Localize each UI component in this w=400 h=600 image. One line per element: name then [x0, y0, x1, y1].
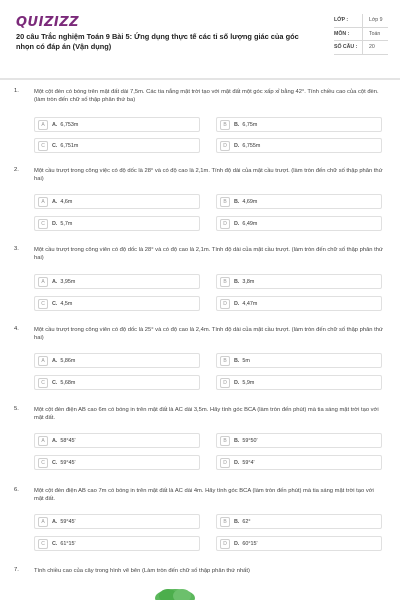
option-letter: C	[38, 378, 48, 388]
option-tag: A.	[52, 437, 58, 444]
option-value: 6,75m	[242, 121, 258, 128]
option-letter: A	[38, 277, 48, 287]
option-letter: B	[220, 197, 230, 207]
option-tag: D.	[234, 540, 240, 547]
option-letter: C	[38, 539, 48, 549]
option-d[interactable]	[216, 296, 382, 311]
option-a[interactable]	[34, 514, 200, 529]
header-divider	[0, 78, 400, 80]
option-letter: D	[220, 458, 230, 468]
option-tag: B.	[234, 518, 240, 525]
option-tag: A.	[52, 278, 58, 285]
option-b[interactable]	[216, 117, 382, 132]
option-value: 3,95m	[60, 278, 76, 285]
option-c[interactable]	[34, 296, 200, 311]
option-tag: B.	[234, 357, 240, 364]
option-value: 3,8m	[242, 278, 255, 285]
option-d[interactable]	[216, 455, 382, 470]
option-letter: A	[38, 197, 48, 207]
option-letter: A	[38, 436, 48, 446]
option-value: 4,69m	[242, 198, 258, 205]
option-letter: A	[38, 517, 48, 527]
option-tag: B.	[234, 121, 240, 128]
option-a[interactable]	[34, 274, 200, 289]
option-tag: D.	[52, 220, 58, 227]
meta-row-subject	[334, 28, 388, 42]
option-value: 5,7m	[60, 220, 73, 227]
option-c[interactable]	[34, 138, 200, 153]
option-tag: C.	[52, 379, 58, 386]
option-b[interactable]	[216, 514, 382, 529]
option-letter: C	[38, 141, 48, 151]
question-number: 5.	[14, 406, 19, 412]
option-letter: D	[220, 378, 230, 388]
option-value: 60°15'	[242, 540, 258, 547]
option-c[interactable]	[34, 536, 200, 551]
option-letter: B	[220, 436, 230, 446]
option-tag: A.	[52, 518, 58, 525]
option-tag: B.	[234, 278, 240, 285]
tree-figure-icon	[150, 586, 200, 600]
option-c[interactable]	[34, 216, 200, 231]
option-value: 59°50'	[242, 437, 258, 444]
option-tag: C.	[52, 300, 58, 307]
option-a[interactable]	[34, 433, 200, 448]
option-letter: D	[220, 299, 230, 309]
option-tag: D.	[234, 220, 240, 227]
option-letter: B	[220, 356, 230, 366]
meta-value: Toán	[362, 28, 388, 41]
quizizz-logo: QUIZIZZ	[16, 15, 80, 30]
question-number: 1.	[14, 88, 19, 94]
question-number: 2.	[14, 167, 19, 173]
option-d[interactable]	[216, 216, 382, 231]
option-value: 59°45'	[60, 459, 76, 466]
option-value: 6,755m	[242, 142, 261, 149]
question-text: Một cầu trượt trong công viên có độ dốc là 28° và có độ cao là 2,1m. Tính độ dài của mặt cầu trượt. (làm tròn đến chữ số thập phân thứ hai)	[34, 247, 383, 261]
option-tag: D.	[234, 459, 240, 466]
option-tag: D.	[234, 379, 240, 386]
option-letter: D	[220, 219, 230, 229]
option-value: 59°45'	[60, 518, 76, 525]
option-value: 4,6m	[60, 198, 73, 205]
option-a[interactable]	[34, 117, 200, 132]
option-b[interactable]	[216, 433, 382, 448]
option-value: 5,86m	[60, 357, 76, 364]
option-tag: C.	[52, 540, 58, 547]
option-value: 4,5m	[60, 300, 73, 307]
page-title: 20 câu Trắc nghiệm Toán 9 Bài 5: Ứng dụng thực tế các tỉ số lượng giác của góc nhọn có đáp án (Vận dụng)	[16, 32, 299, 51]
option-b[interactable]	[216, 194, 382, 209]
option-letter: D	[220, 539, 230, 549]
option-value: 4,47m	[242, 300, 258, 307]
option-letter: D	[220, 141, 230, 151]
option-tag: B.	[234, 437, 240, 444]
option-letter: B	[220, 120, 230, 130]
question-number: 3.	[14, 246, 19, 252]
option-letter: C	[38, 299, 48, 309]
option-tag: B.	[234, 198, 240, 205]
meta-key: SỐ CÂU :	[334, 44, 358, 50]
option-d[interactable]	[216, 375, 382, 390]
option-value: 5m	[242, 357, 250, 364]
question-number: 4.	[14, 326, 19, 332]
question-number: 7.	[14, 567, 19, 573]
option-letter: A	[38, 120, 48, 130]
option-tag: D.	[234, 300, 240, 307]
option-d[interactable]	[216, 138, 382, 153]
option-tag: C.	[52, 142, 58, 149]
option-value: 5,68m	[60, 379, 76, 386]
option-letter: C	[38, 219, 48, 229]
question-text: Một cột đèn điện AB cao 6m có bóng in trên mặt đất là AC dài 3,5m. Hãy tính góc BCA (làm tròn đến phút) mà tia sáng mặt trời tạo với mặt đất.	[34, 407, 379, 421]
option-tag: C.	[52, 459, 58, 466]
option-c[interactable]	[34, 455, 200, 470]
option-value: 58°45'	[60, 437, 76, 444]
option-value: 59°4'	[242, 459, 255, 466]
meta-key: MÔN :	[334, 30, 350, 37]
question-text: Một cột đèn có bóng trên mặt đất dài 7,5m. Các tia nắng mặt trời tạo với mặt đất một góc xấp xỉ bằng 42°. Tính chiều cao của cột đèn. (làm tròn đến chữ số thập phân thứ ba)	[34, 89, 379, 103]
option-tag: A.	[52, 121, 58, 128]
option-letter: C	[38, 458, 48, 468]
option-a[interactable]	[34, 194, 200, 209]
option-d[interactable]	[216, 536, 382, 551]
option-value: 6,753m	[60, 121, 79, 128]
question-text: Một cầu trượt trong công viên có độ dốc là 25° và có độ cao là 2,4m. Tính độ dài của mặt cầu trượt. (làm tròn đến chữ số thập phân thứ hai)	[34, 327, 383, 341]
meta-table	[334, 14, 388, 55]
option-value: 61°15'	[60, 540, 76, 547]
question-text: Tính chiều cao của cây trong hình vẽ bên (Làm tròn đến chữ số thập phân thứ nhất)	[34, 568, 250, 574]
option-b[interactable]	[216, 274, 382, 289]
meta-value: 20	[362, 41, 388, 54]
question-text: Một cầu trượt trong công việc có độ dốc là 28° và có độ cao là 2,1m. Tính độ dài của mặt cầu trượt. (làm tròn đến chữ số thập phân thứ hai)	[34, 168, 383, 182]
option-value: 62°	[242, 518, 251, 525]
option-value: 5,9m	[242, 379, 255, 386]
header	[0, 0, 400, 80]
meta-key: LỚP :	[334, 17, 349, 23]
option-letter: B	[220, 277, 230, 287]
option-tag: A.	[52, 357, 58, 364]
meta-row-grade	[334, 14, 388, 28]
option-tag: A.	[52, 198, 58, 205]
meta-value: Lớp 9	[362, 14, 388, 27]
option-value: 6,751m	[60, 142, 79, 149]
option-b[interactable]	[216, 353, 382, 368]
option-c[interactable]	[34, 375, 200, 390]
question-number: 6.	[14, 487, 19, 493]
option-tag: D.	[234, 142, 240, 149]
question-text: Một cột đèn điện AB cao 7m có bóng in trên mặt đất là AC dài 4m. Hãy tính góc BCA (làm tròn đến phút) mà tia sáng mặt trời tạo với mặt đất.	[34, 488, 374, 502]
option-a[interactable]	[34, 353, 200, 368]
option-letter: B	[220, 517, 230, 527]
meta-row-count	[334, 41, 388, 55]
option-value: 6,49m	[242, 220, 258, 227]
option-letter: A	[38, 356, 48, 366]
